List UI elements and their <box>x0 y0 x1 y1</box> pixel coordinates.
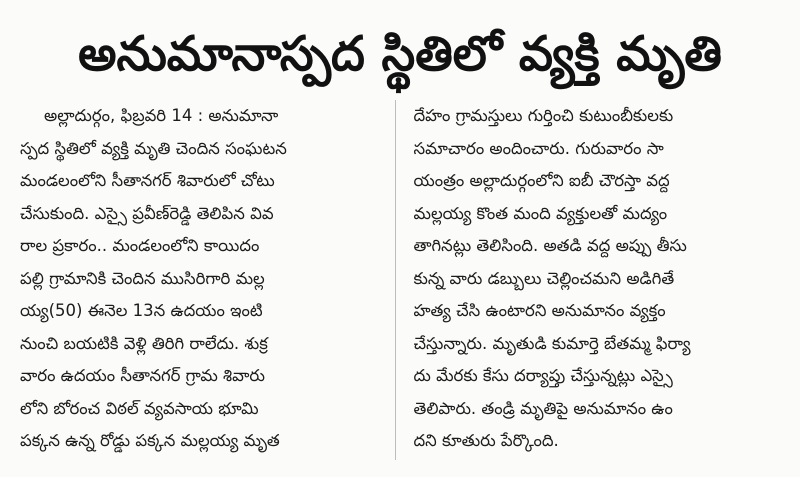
article-line: నుంచి బయటికి వెళ్లి తిరిగి రాలేదు. శుక్ర <box>20 333 268 353</box>
article-line: కున్న వారు డబ్బులు చెల్లించమని అడిగితే <box>413 268 675 288</box>
headline: అనుమానాస్పద స్థితిలో వ్యక్తి మృతి <box>78 26 722 82</box>
article-line: రాల ప్రకారం.. మండలంలోని కాయిదం <box>20 236 260 255</box>
article-line: య్య(50) ఈనెల 13న ఉదయం ఇంటి <box>20 301 263 320</box>
article-line: తెలిపారు. తండ్రి మృతిపై అనుమానం ఉం <box>413 398 673 418</box>
article-line: దు మేరకు కేసు దర్యాప్తు చేస్తున్నట్లు ఎస్సై <box>413 366 673 385</box>
article-line: చేస్తున్నారు. మృతుడి కుమార్తె బేతమ్మ ఫిర్యా <box>413 333 691 353</box>
article-line: వారం ఉదయం సీతానగర్ గ్రామ శివారు <box>20 366 265 385</box>
article-line: దని కూతురు పేర్కొంది. <box>413 431 559 450</box>
article-line: లోని బోరంచ విఠల్ వ్యవసాయ భూమి <box>20 398 259 418</box>
article-column-right <box>414 100 785 460</box>
article-line: హత్య చేసి ఉంటారని అనుమానం వ్యక్తం <box>413 301 666 320</box>
article-line: స్పద స్థితిలో వ్యక్తి మృతి చెందిన సంఘటన <box>20 138 287 158</box>
article-line: మల్లయ్య కొంత మంది వ్యక్తులతో మద్యం <box>413 203 668 223</box>
article-line: పల్లి గ్రామానికి చెందిన ముసిరిగారి మల్ల <box>20 268 265 288</box>
article-line: దేహం గ్రామస్తులు గుర్తించి కుటుంబీకులకు <box>413 106 674 125</box>
article-line: యంత్రం అల్లాదుర్గంలోని ఐబీ చౌరస్తా వద్ద <box>413 171 670 190</box>
article-line: పక్కన ఉన్న రోడ్డు పక్కన మల్లయ్య మృత <box>20 431 280 450</box>
article-line: తాగినట్లు తెలిసింది. అతడి వద్ద అప్పు తీసు <box>413 236 687 255</box>
article-line: మండలంలోని సీతానగర్ శివారులో చోటు <box>20 171 275 190</box>
article-line: అల్లాదుర్గం, ఫిబ్రవరి 14 : అనుమానా <box>44 106 279 125</box>
article-line: సమాచారం అందించారు. గురువారం సా <box>413 138 664 158</box>
article-body <box>20 100 784 460</box>
article-column-left <box>20 100 396 460</box>
article-line: చేసుకుంది. ఎస్సై ప్రవీణ్‌రెడ్డి తెలిపిన వివ <box>20 203 274 223</box>
